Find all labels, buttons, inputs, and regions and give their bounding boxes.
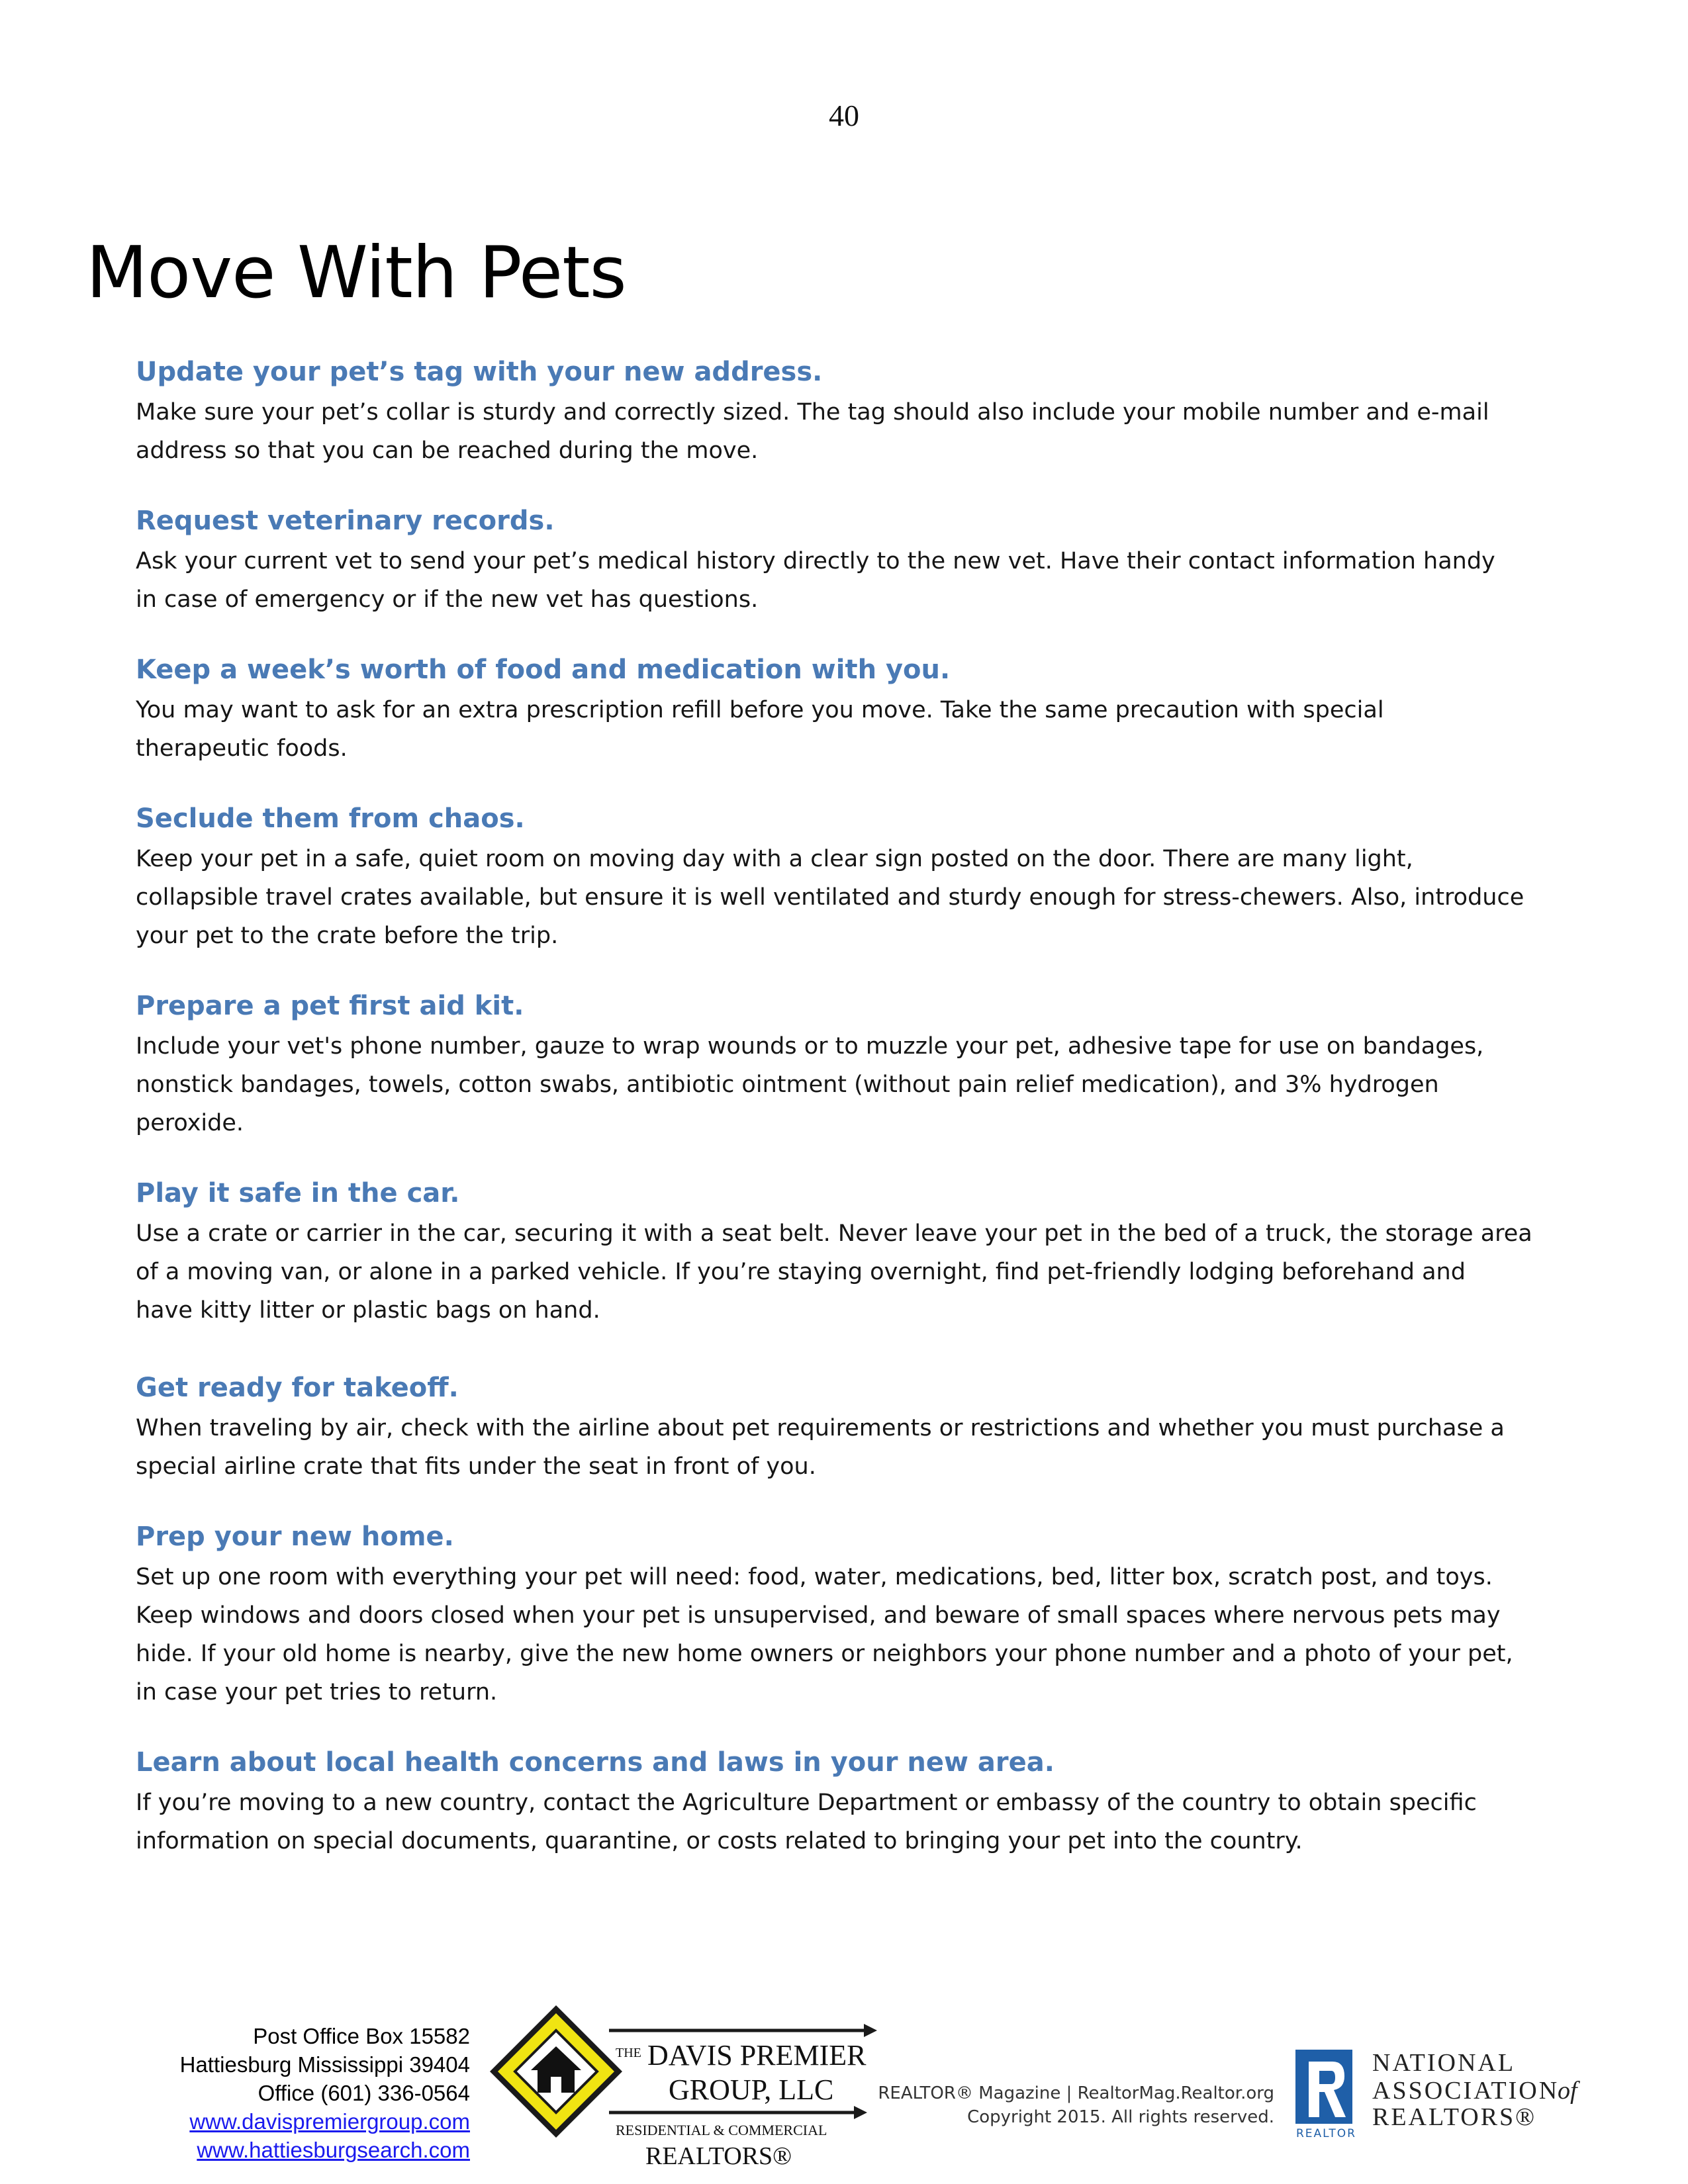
logo-line3: RESIDENTIAL & COMMERCIAL [616,2122,827,2138]
section-food-medication [136,649,1384,768]
logo-line1: DAVIS PREMIER [647,2039,867,2071]
nar-logo [1294,2048,1599,2141]
section-line: hide. If your old home is nearby, give the new home owners or neighbors your phone number and a photo of your pet, [136,1641,1513,1667]
section-new-home [136,1516,1513,1711]
website-link-hattiesburg[interactable]: www.hattiesburgsearch.com [197,2138,470,2162]
page-title: Move With Pets [86,232,626,314]
logo-line2: GROUP, LLC [669,2073,834,2106]
logo-line4: REALTORS® [645,2142,792,2170]
section-line: Ask your current vet to send your pet’s medical history directly to the new vet. Have their contact information handy [136,548,1495,574]
section-line: have kitty litter or plastic bags on hand. [136,1297,600,1324]
address-line: Hattiesburg Mississippi 39404 [179,2052,470,2077]
section-line: Make sure your pet’s collar is sturdy and correctly sized. The tag should also include your mobile number and e-mail [136,399,1489,426]
section-heading: Prepare a pet first aid kit. [136,991,524,1021]
section-heading: Prep your new home. [136,1522,454,1552]
section-heading: Learn about local health concerns and laws in your new area. [136,1747,1055,1778]
davis-premier-logo [483,1999,880,2177]
section-line: Use a crate or carrier in the car, securing it with a seat belt. Never leave your pet in the bed of a truck, the storage area [136,1220,1532,1247]
section-line: your pet to the crate before the trip. [136,923,559,949]
realtor-mag-line: REALTOR® Magazine | RealtorMag.Realtor.org [878,2083,1274,2103]
section-update-tag [136,351,1489,470]
section-line: collapsible travel crates available, but ensure it is well ventilated and sturdy enough for stress-chewers. Also, introduce [136,884,1524,911]
section-line: Keep windows and doors closed when your pet is unsupervised, and beware of small spaces where nervous pets may [136,1602,1501,1629]
nar-line3: REALTORS® [1372,2103,1537,2131]
section-line: address so that you can be reached during the move. [136,437,759,464]
section-line: If you’re moving to a new country, contact the Agriculture Department or embassy of the country to obtain specific [136,1790,1477,1816]
section-line: You may want to ask for an extra prescription refill before you move. Take the same precaution with special [136,697,1384,723]
section-first-aid [136,985,1483,1142]
section-vet-records [136,500,1495,619]
footer-contact [99,2022,470,2164]
section-heading: Update your pet’s tag with your new address. [136,357,823,387]
office-phone: Office (601) 336-0564 [258,2081,470,2105]
address-line: Post Office Box 15582 [253,2024,470,2048]
section-line: peroxide. [136,1110,244,1136]
section-line: of a moving van, or alone in a parked vehicle. If you’re staying overnight, find pet-friendly lodging beforehand and [136,1259,1466,1285]
section-line: information on special documents, quarantine, or costs related to bringing your pet into the country. [136,1828,1303,1854]
section-line: Set up one room with everything your pet will need: food, water, medications, bed, litter box, scratch post, and toys. [136,1564,1493,1590]
section-line: therapeutic foods. [136,735,348,762]
section-local-laws [136,1741,1477,1860]
section-line: Include your vet's phone number, gauze to wrap wounds or to muzzle your pet, adhesive tape for use on bandages, [136,1033,1484,1060]
section-takeoff [136,1367,1505,1486]
section-heading: Seclude them from chaos. [136,803,525,834]
nar-mark-caption: REALTOR [1296,2127,1356,2140]
section-heading: Keep a week’s worth of food and medication with you. [136,655,951,685]
section-line: special airline crate that fits under the seat in front of you. [136,1453,816,1480]
nar-of: of [1558,2077,1577,2105]
section-line: in case of emergency or if the new vet has questions. [136,586,759,613]
section-car-safety [136,1172,1532,1330]
website-link-davis[interactable]: www.davispremiergroup.com [189,2109,470,2134]
section-heading: Get ready for takeoff. [136,1373,459,1403]
page-number: 40 [829,99,859,132]
section-line: nonstick bandages, towels, cotton swabs, antibiotic ointment (without pain relief medication), and 3% hydrogen [136,1071,1439,1098]
realtor-mag-line: Copyright 2015. All rights reserved. [967,2107,1274,2127]
logo-the: THE [616,2046,641,2060]
section-line: Keep your pet in a safe, quiet room on moving day with a clear sign posted on the door. There are many light, [136,846,1413,872]
section-heading: Play it safe in the car. [136,1178,460,1208]
nar-line2: ASSOCIATION [1372,2077,1560,2105]
section-line: When traveling by air, check with the airline about pet requirements or restrictions and whether you must purchase a [136,1415,1505,1441]
section-line: in case your pet tries to return. [136,1679,498,1706]
nar-line1: NATIONAL [1372,2049,1516,2077]
realtor-magazine-credit [861,2081,1274,2129]
section-heading: Request veterinary records. [136,506,555,536]
section-seclude [136,797,1524,955]
